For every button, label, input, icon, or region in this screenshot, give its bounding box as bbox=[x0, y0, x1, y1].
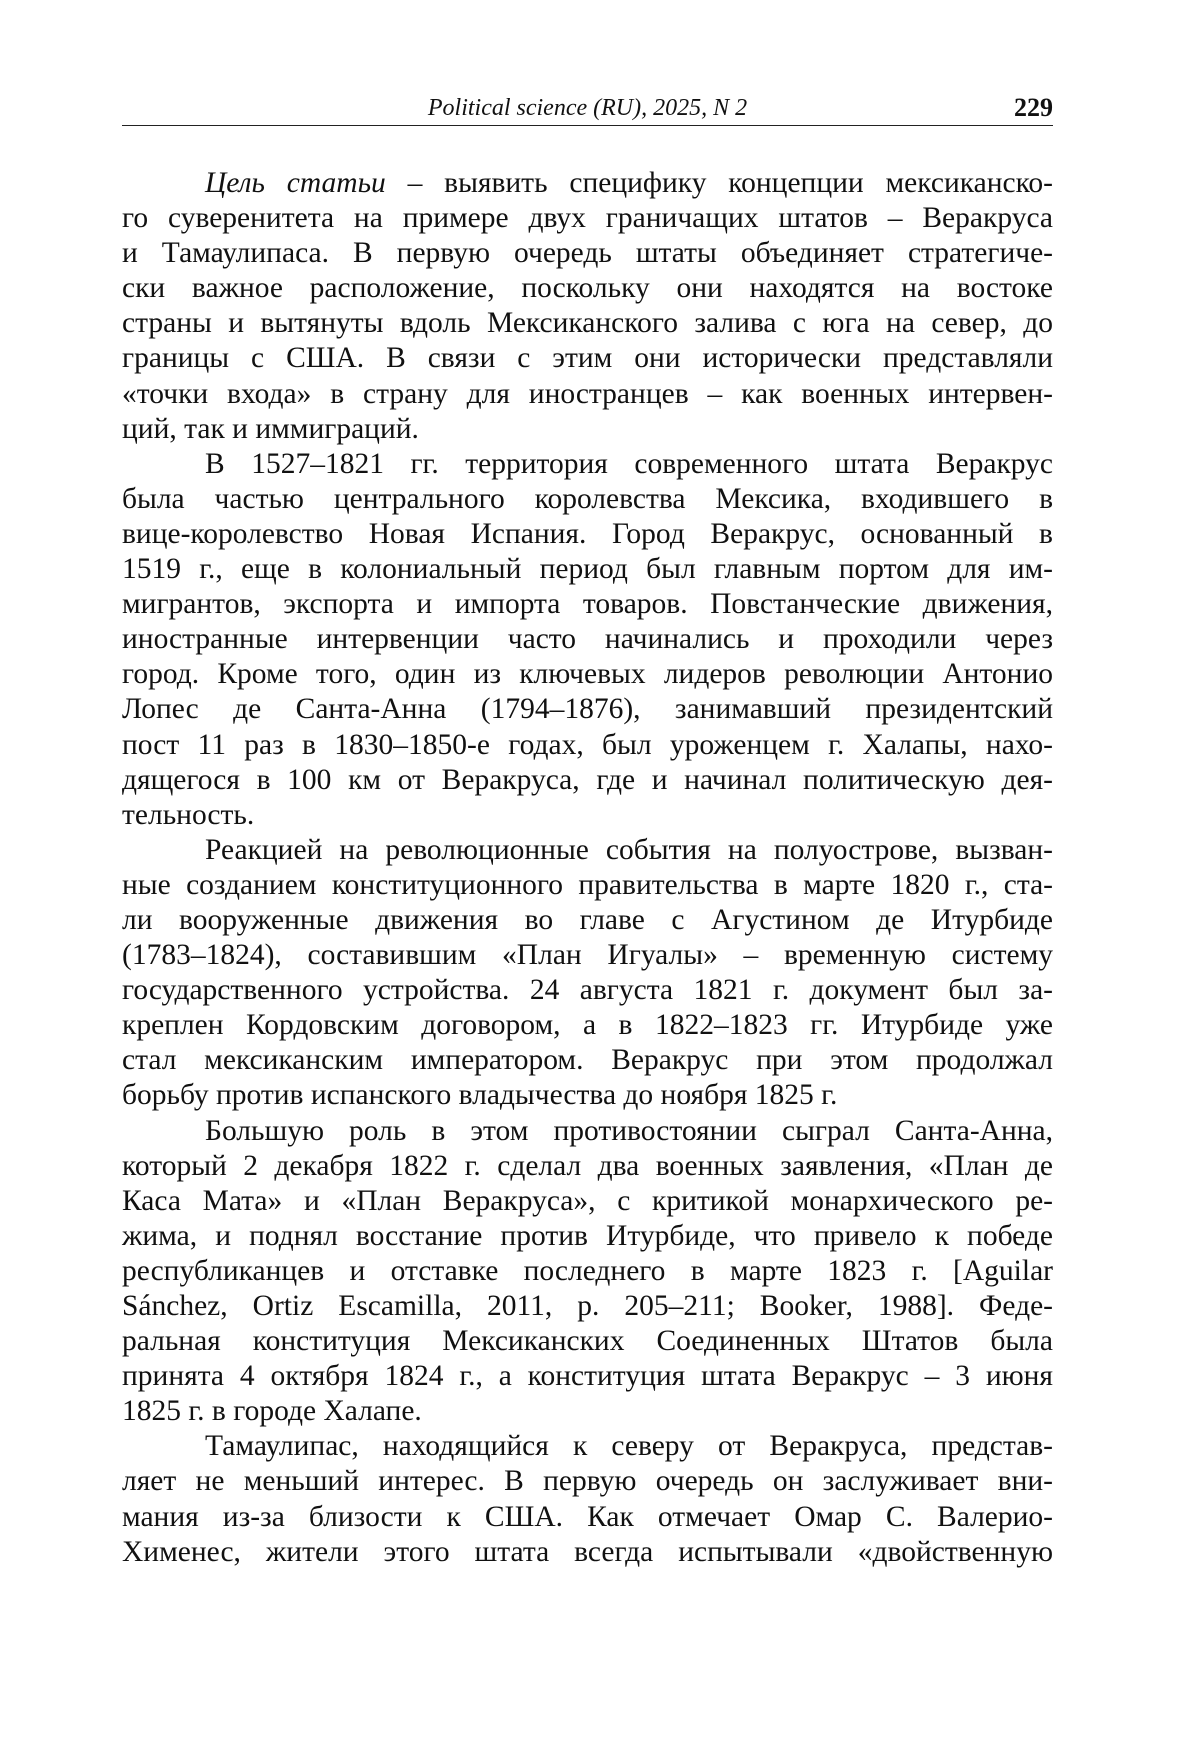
text-line bbox=[122, 201, 1053, 236]
text-line bbox=[122, 1219, 1053, 1254]
line-text: Sánchez, Ortiz Escamilla, 2011, p. 205–211; Booker, 1988]. Феде- bbox=[122, 1290, 1053, 1322]
text-line bbox=[122, 973, 1053, 1008]
text-line bbox=[122, 833, 1053, 868]
running-title: Political science (RU), 2025, N 2 bbox=[427, 95, 748, 121]
line-text: стал мексиканским императором. Веракрус при этом продолжал bbox=[122, 1044, 1053, 1077]
text-line bbox=[122, 1078, 1053, 1113]
text-line bbox=[122, 412, 1053, 447]
text-line bbox=[122, 1289, 1053, 1324]
line-text: ски важное расположение, поскольку они находятся на востоке bbox=[122, 272, 1053, 305]
text-line bbox=[122, 1184, 1053, 1219]
text-line bbox=[122, 1043, 1053, 1078]
line-text: дящегося в 100 км от Веракруса, где и начинал политическую дея- bbox=[122, 763, 1053, 796]
text-line bbox=[122, 692, 1053, 727]
line-text: (1783–1824), составившим «План Игуалы» – временную систему bbox=[122, 939, 1053, 972]
line-text: В 1527–1821 гг. территория современного штата Веракрус bbox=[205, 447, 1053, 480]
line-text: жима, и поднял восстание против Итурбиде, что привело к победе bbox=[122, 1219, 1053, 1252]
line-text: который 2 декабря 1822 г. сделал два военных заявления, «План де bbox=[122, 1149, 1053, 1182]
line-text: страны и вытянуты вдоль Мексиканского залива с юга на север, до bbox=[122, 307, 1053, 340]
text-line bbox=[122, 1429, 1053, 1464]
line-text: вице-королевство Новая Испания. Город Веракрус, основанный в bbox=[122, 517, 1053, 550]
text-line bbox=[122, 1500, 1053, 1535]
paragraph bbox=[122, 447, 1053, 833]
line-text: границы с США. В связи с этим они исторически представляли bbox=[122, 342, 1053, 375]
line-text: Лопес де Санта-Анна (1794–1876), занимавший президентский bbox=[122, 693, 1053, 726]
line-text: ральная конституция Мексиканских Соединенных Штатов была bbox=[122, 1325, 1053, 1358]
page-number: 229 bbox=[1014, 93, 1053, 122]
line-text: мигрантов, экспорта и импорта товаров. Повстанческие движения, bbox=[122, 588, 1053, 621]
text-line bbox=[122, 622, 1053, 657]
article-body bbox=[122, 166, 1053, 1570]
text-line bbox=[122, 447, 1053, 482]
text-line bbox=[122, 1008, 1053, 1043]
text-line bbox=[122, 341, 1053, 376]
text-line bbox=[122, 868, 1053, 903]
text-line bbox=[122, 482, 1053, 517]
line-text: ций, так и иммиграций. bbox=[122, 412, 419, 445]
line-text: Реакцией на революционные события на полуострове, вызван- bbox=[205, 833, 1053, 866]
text-line bbox=[122, 1359, 1053, 1394]
line-text: ные созданием конституционного правительства в марте 1820 г., ста- bbox=[122, 868, 1053, 901]
line-text: – выявить специфику концепции мексиканско- bbox=[385, 167, 1054, 199]
text-line bbox=[122, 236, 1053, 271]
line-text: Тамаулипас, находящийся к северу от Веракруса, представ- bbox=[205, 1430, 1053, 1463]
line-text: 1825 г. в городе Халапе. bbox=[122, 1395, 422, 1428]
line-text: ляет не меньший интерес. В первую очередь он заслуживает вни- bbox=[122, 1465, 1053, 1498]
text-line bbox=[122, 903, 1053, 938]
text-line bbox=[122, 552, 1053, 587]
line-text: креплен Кордовским договором, а в 1822–1823 гг. Итурбиде уже bbox=[122, 1009, 1053, 1042]
text-line bbox=[122, 657, 1053, 692]
line-text: го суверенитета на примере двух граничащих штатов – Веракруса bbox=[122, 202, 1053, 235]
line-text: «точки входа» в страну для иностранцев – как военных интервен- bbox=[122, 377, 1053, 410]
line-text: Большую роль в этом противостоянии сыграл Санта-Анна, bbox=[205, 1114, 1053, 1147]
line-text: борьбу против испанского владычества до ноября 1825 г. bbox=[122, 1079, 838, 1112]
text-line bbox=[122, 1394, 1053, 1429]
text-line bbox=[122, 166, 1053, 201]
page-header bbox=[122, 93, 1053, 126]
line-text: республиканцев и отставке последнего в марте 1823 г. [Aguilar bbox=[122, 1254, 1053, 1287]
line-text: 1519 г., еще в колониальный период был главным портом для им- bbox=[122, 553, 1053, 586]
line-text: иностранные интервенции часто начинались и проходили через bbox=[122, 623, 1053, 656]
paragraph bbox=[122, 1114, 1053, 1430]
text-line bbox=[122, 306, 1053, 341]
line-text: мания из-за близости к США. Как отмечает Омар С. Валерио- bbox=[122, 1500, 1053, 1533]
text-line bbox=[122, 1254, 1053, 1289]
text-line bbox=[122, 1324, 1053, 1359]
text-line bbox=[122, 587, 1053, 622]
text-line bbox=[122, 271, 1053, 306]
line-text: принята 4 октября 1824 г., а конституция штата Веракрус – 3 июня bbox=[122, 1360, 1053, 1393]
text-line bbox=[122, 377, 1053, 412]
line-text: город. Кроме того, один из ключевых лидеров революции Антонио bbox=[122, 658, 1053, 691]
line-text: тельность. bbox=[122, 798, 255, 831]
text-line bbox=[122, 938, 1053, 973]
italic-lead: Цель статьи bbox=[205, 167, 386, 199]
paragraph bbox=[122, 166, 1053, 447]
line-text: Каса Мата» и «План Веракруса», с критикой монархического ре- bbox=[122, 1184, 1053, 1217]
line-text: Хименес, жители этого штата всегда испытывали «двойственную bbox=[122, 1535, 1053, 1568]
paragraph bbox=[122, 833, 1053, 1114]
line-text: была частью центрального королевства Мексика, входившего в bbox=[122, 482, 1053, 515]
line-text: государственного устройства. 24 августа 1821 г. документ был за- bbox=[122, 974, 1053, 1007]
text-line bbox=[122, 763, 1053, 798]
text-line bbox=[122, 728, 1053, 763]
line-text: пост 11 раз в 1830–1850-е годах, был уроженцем г. Халапы, нахо- bbox=[122, 728, 1053, 761]
text-line bbox=[122, 798, 1053, 833]
line-text: и Тамаулипаса. В первую очередь штаты объединяет стратегиче- bbox=[122, 237, 1053, 270]
paragraph bbox=[122, 1429, 1053, 1569]
text-line bbox=[122, 1535, 1053, 1570]
line-text: ли вооруженные движения во главе с Агустином де Итурбиде bbox=[122, 903, 1053, 936]
text-line bbox=[122, 1464, 1053, 1499]
text-line bbox=[122, 1114, 1053, 1149]
text-line bbox=[122, 517, 1053, 552]
text-line bbox=[122, 1149, 1053, 1184]
